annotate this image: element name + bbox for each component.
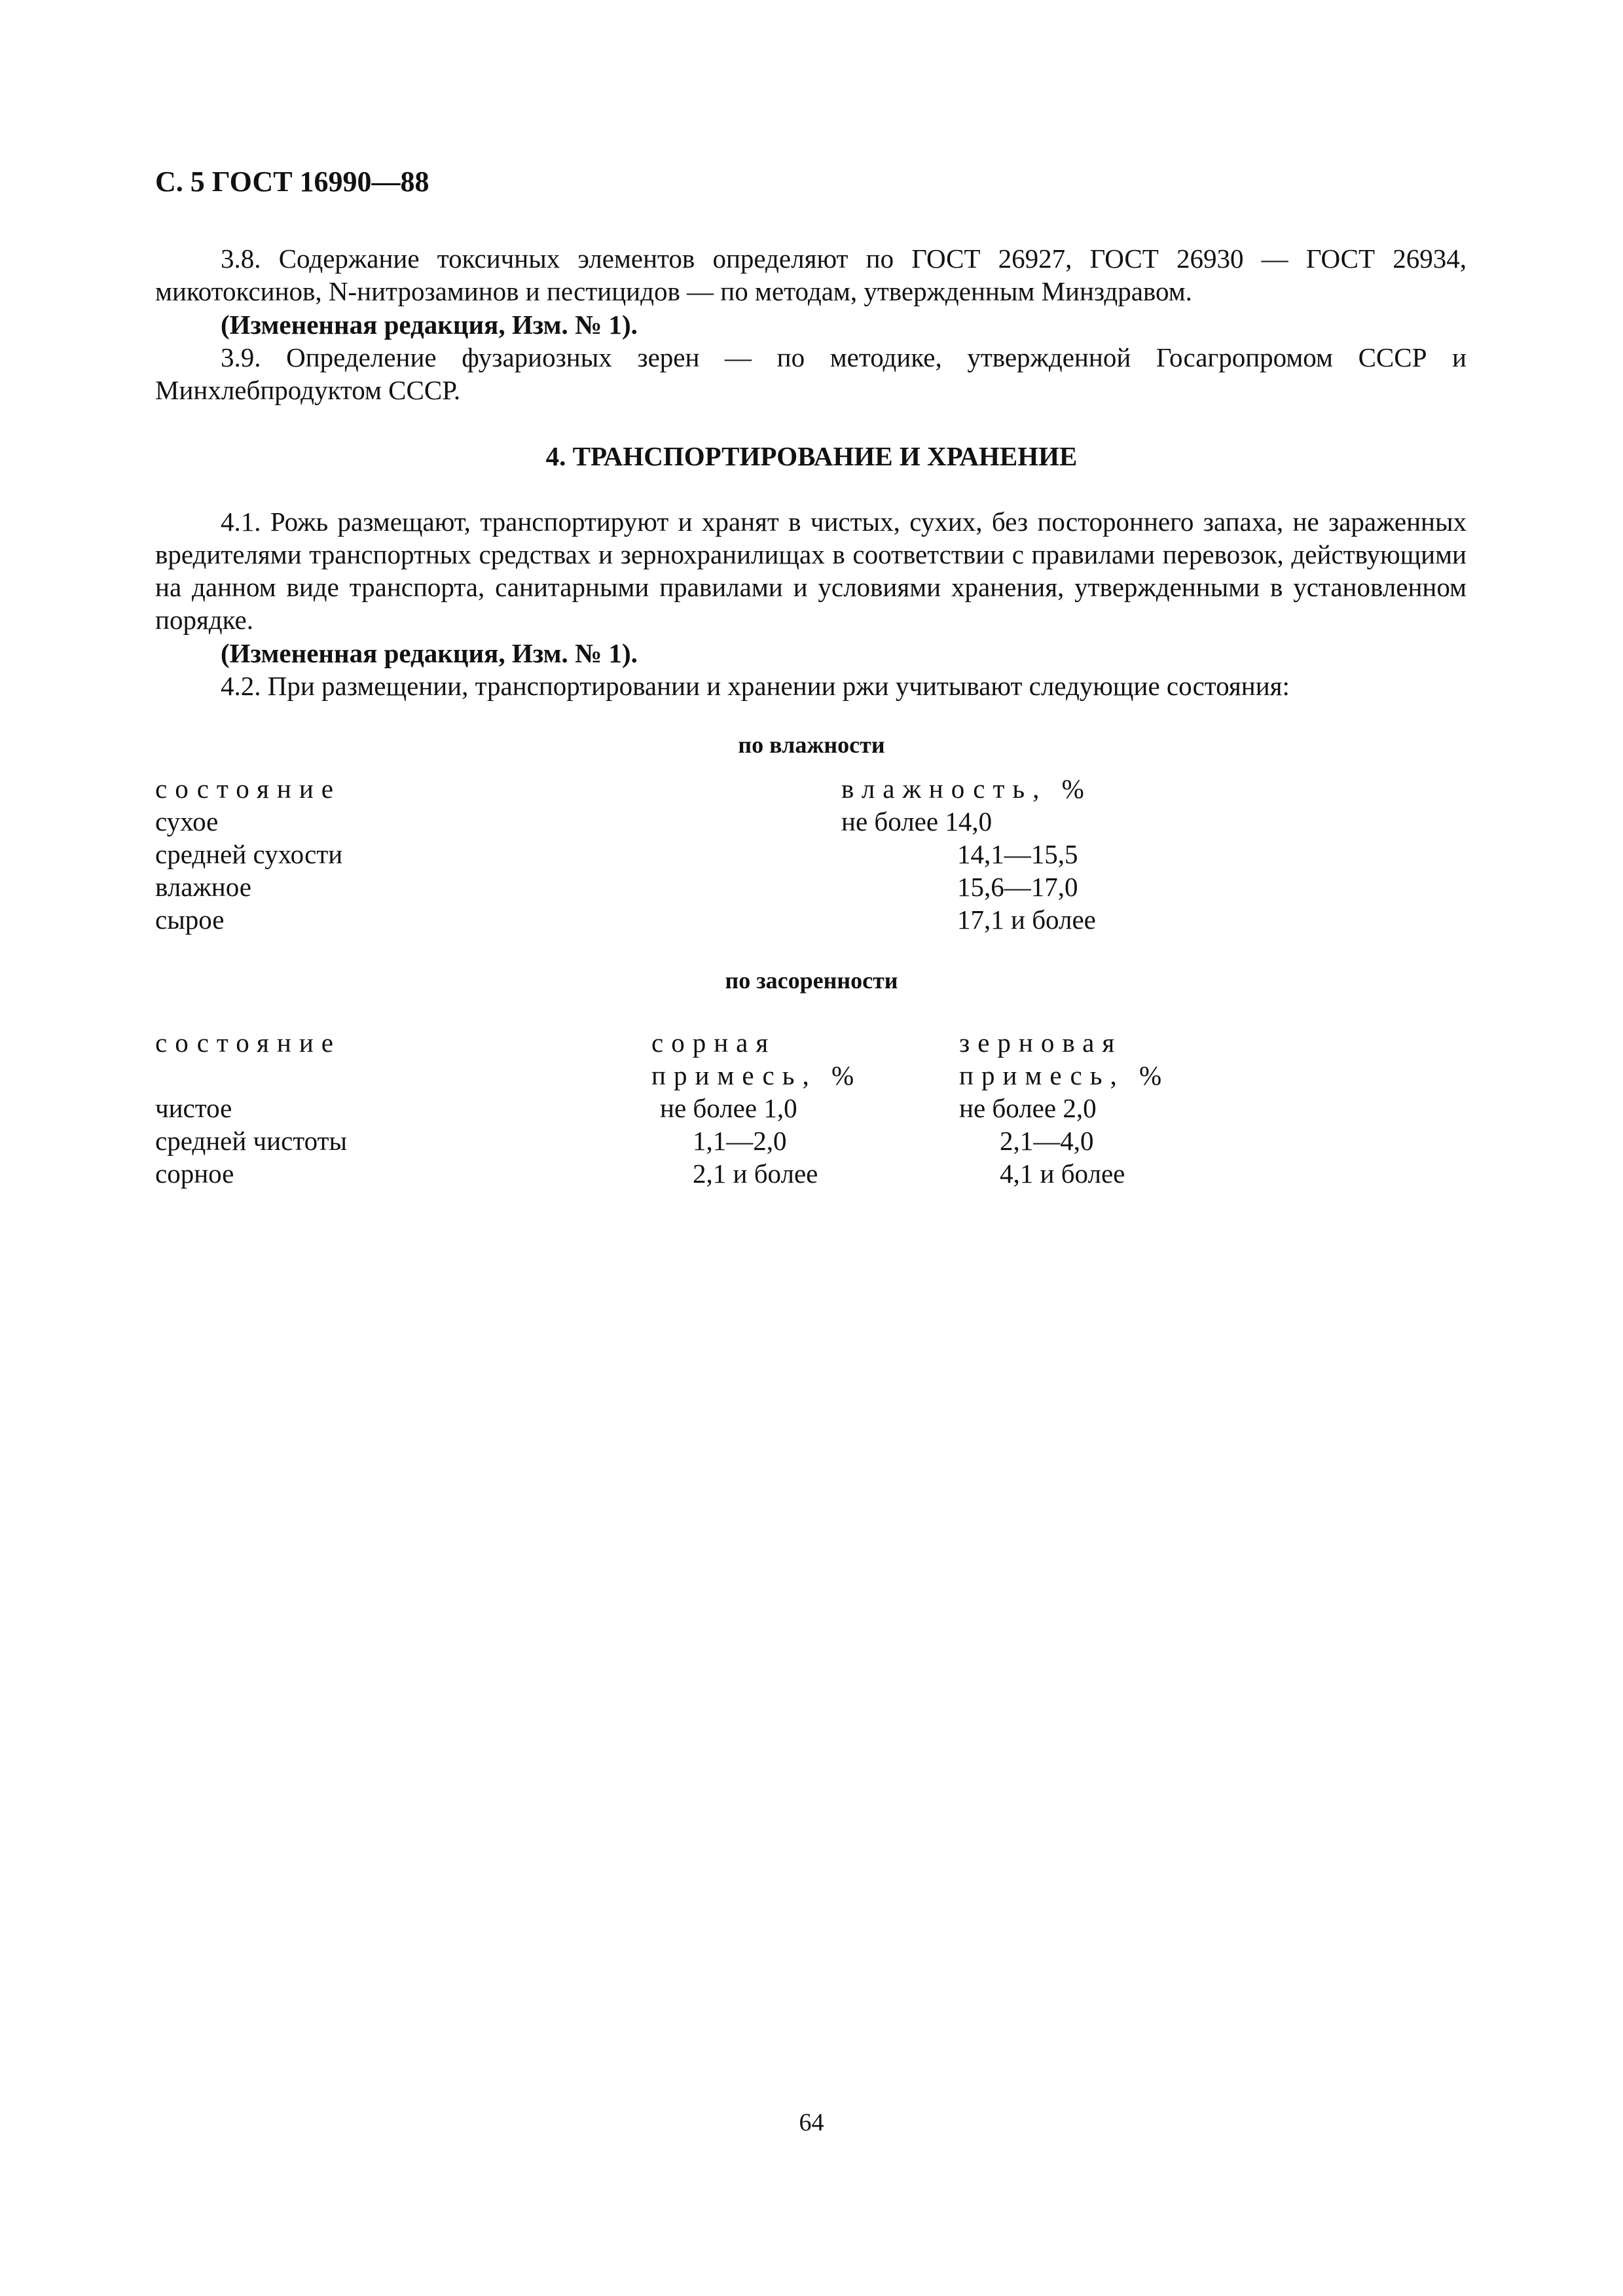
impurity-row-state: сорное	[155, 1158, 234, 1189]
amendment-note-1: (Измененная редакция, Изм. № 1).	[221, 310, 638, 340]
moisture-row-value: 14,1—15,5	[957, 839, 1078, 869]
amendment-note-2: (Измененная редакция, Изм. № 1).	[221, 638, 638, 668]
impurity-row-grain: 4,1 и более	[1000, 1158, 1125, 1189]
moisture-row-value: не более 14,0	[841, 806, 993, 836]
page-number: 64	[799, 2109, 824, 2136]
impurity-table-title: по засоренности	[725, 967, 898, 994]
impurity-row-weed: не более 1,0	[660, 1093, 797, 1123]
impurity-col-state: состояние	[155, 1028, 341, 1058]
impurity-row-state: средней чистоты	[155, 1126, 348, 1156]
moisture-row-state: влажное	[155, 872, 251, 902]
impurity-col-weed-unit: примесь, %	[651, 1060, 862, 1090]
moisture-row-value: 15,6—17,0	[957, 872, 1078, 902]
section-title: 4. ТРАНСПОРТИРОВАНИЕ И ХРАНЕНИЕ	[545, 441, 1078, 471]
paragraph-3-9: 3.9. Определение фузариозных зерен — по методике, утвержденной Госагропромом СССР и Минхлебпродуктом СССР.	[155, 342, 1467, 405]
moisture-col-state: состояние	[155, 774, 341, 804]
paragraph-4-2: 4.2. При размещении, транспортировании и хранении ржи учитывают следующие состояния:	[221, 671, 1290, 701]
impurity-row-weed: 2,1 и более	[693, 1158, 818, 1189]
impurity-row-grain: 2,1—4,0	[1000, 1126, 1094, 1156]
moisture-row-state: сырое	[155, 905, 225, 935]
page-header: С. 5 ГОСТ 16990—88	[155, 166, 429, 198]
moisture-table-title: по влажности	[738, 732, 885, 758]
moisture-row-state: сухое	[155, 806, 219, 836]
impurity-row-state: чистое	[155, 1093, 232, 1123]
impurity-col-grain: зерновая	[959, 1028, 1123, 1058]
impurity-row-weed: 1,1—2,0	[693, 1126, 787, 1156]
impurity-col-grain-unit: примесь, %	[959, 1060, 1170, 1090]
impurity-col-weed: сорная	[651, 1028, 776, 1058]
moisture-row-value: 17,1 и более	[957, 905, 1096, 935]
impurity-row-grain: не более 2,0	[959, 1093, 1097, 1123]
paragraph-4-1: 4.1. Рожь размещают, транспортируют и хранят в чистых, сухих, без постороннего запаха, не зараженных вредителями транспортных средствах и зернохранилищах в соответствии с правилами перевозок, действующими на данном виде транспорта, санитарными правилами и условиями хранения, утвержденными в установленном порядке.	[155, 507, 1467, 635]
moisture-row-state: средней сухости	[155, 839, 343, 869]
paragraph-3-8: 3.8. Содержание токсичных элементов определяют по ГОСТ 26927, ГОСТ 26930 — ГОСТ 26934, микотоксинов, N-нитрозаминов и пестицидов — по методам, утвержденным Минздравом.	[155, 243, 1467, 306]
moisture-col-value: влажность, %	[841, 774, 1092, 804]
